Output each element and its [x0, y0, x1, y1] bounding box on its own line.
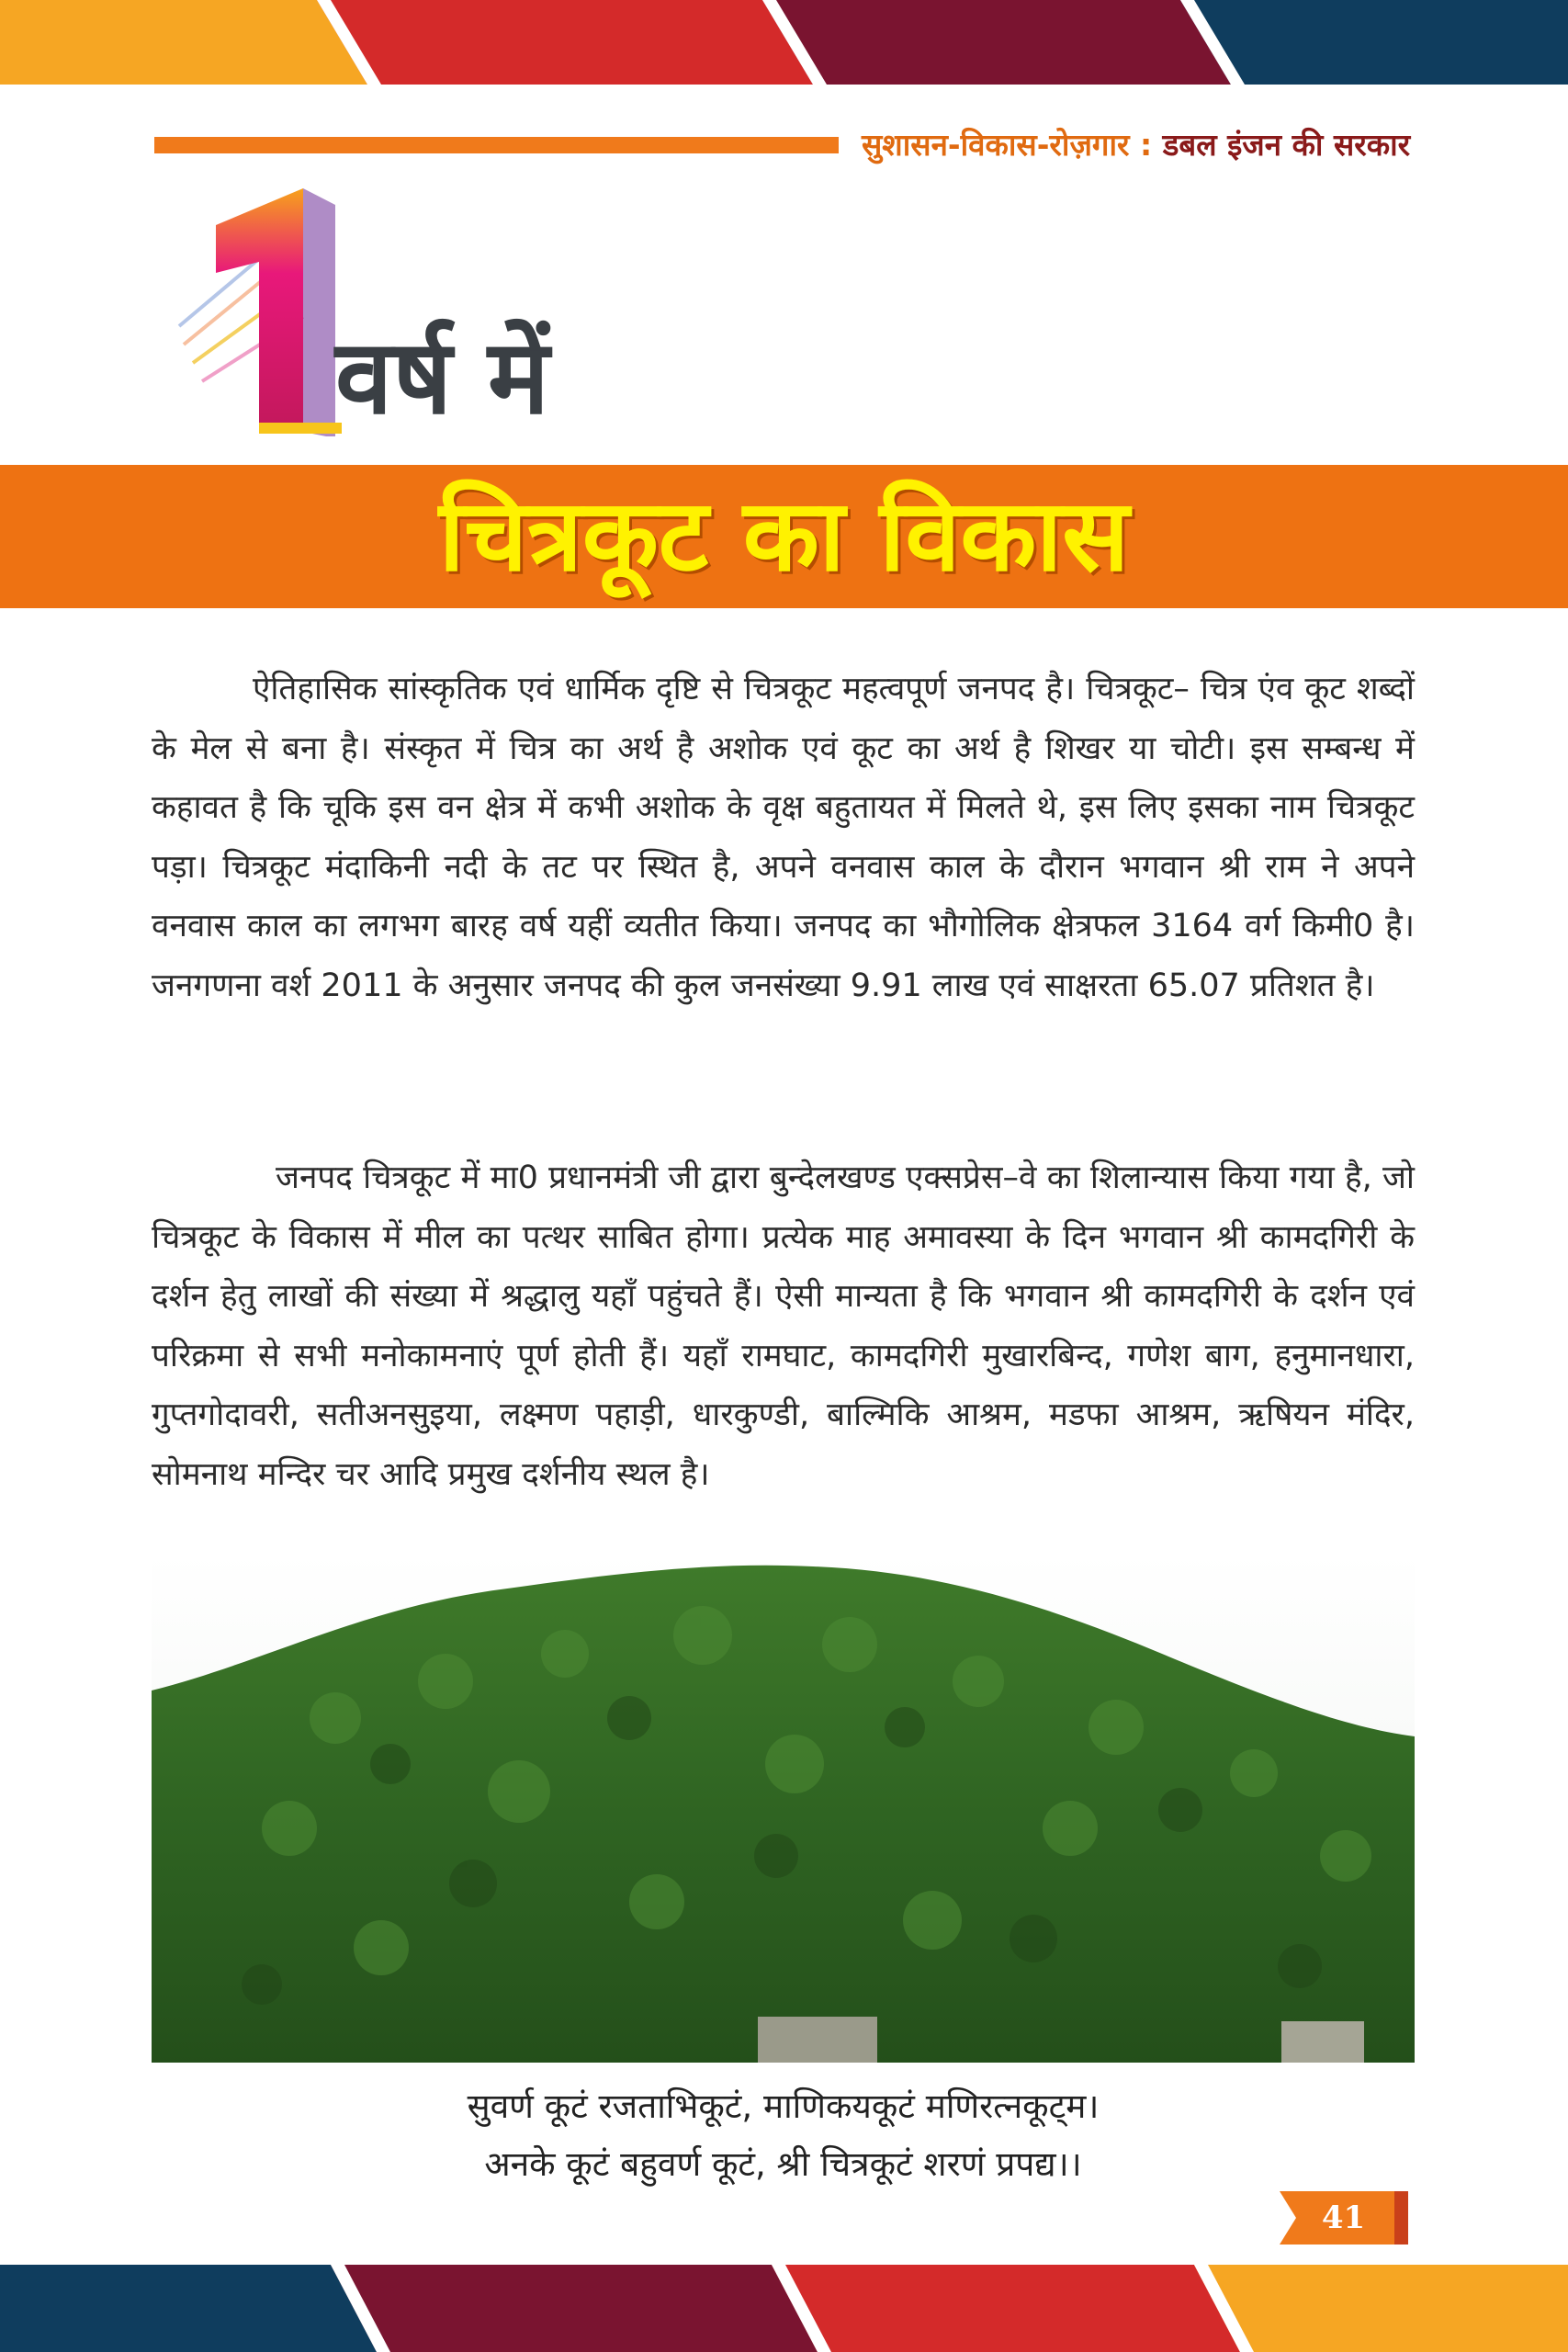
- page-number: 41: [1321, 2199, 1366, 2236]
- paragraph-1: ऐतिहासिक सांस्कृतिक एवं धार्मिक दृष्टि से चित्रकूट महत्वपूर्ण जनपद है। चित्रकूट– चित्र एंव कूट शब्दों के मेल से बना है। संस्कृत में चित्र का अर्थ है अशोक एवं कूट का अर्थ है शिखर या चोटी। इस सम्बन्ध में कहावत है कि चूकि इस वन क्षेत्र में कभी अशोक के वृक्ष बहुतायत में मिलते थे, इस लिए इसका नाम चित्रकूट पड़ा। चित्रकूट मंदाकिनी नदी के तट पर स्थित है, अपने वनवास काल के दौरान भगवान श्री राम ने अपने वनवास काल का लगभग बारह वर्ष यहीं व्यतीत किया। जनपद का भौगोलिक क्षेत्रफल 3164 वर्ग किमी0 है। जनगणना वर्श 2011 के अनुसार जनपद की कुल जनसंख्या 9.91 लाख एवं साक्षरता 65.07 प्रतिशत है।: [152, 671, 1415, 1004]
- top-decorative-band: [0, 0, 1568, 85]
- header-tagline-part2: डबल इंजन की सरकार: [1162, 127, 1411, 163]
- paragraph-2: जनपद चित्रकूट में मा0 प्रधानमंत्री जी द्वारा बुन्देलखण्ड एक्सप्रेस–वे का शिलान्यास किया गया है, जो चित्रकूट के विकास में मील का पत्थर साबित होगा। प्रत्येक माह अमावस्या के दिन भगवान श्री कामदगिरी के दर्शन हेतु लाखों की संख्या में श्रद्धालु यहाँ पहुंचते हैं। ऐसी मान्यता है कि भगवान श्री कामदगिरी के दर्शन एवं परिक्रमा से सभी मनोकामनाएं पूर्ण होती हैं। यहाँ रामघाट, कामदगिरी मुखारबिन्द, गणेश बाग, हनुमानधारा, गुप्तगोदावरी, सतीअनसुइया, लक्ष्मण पहाड़ी, धारकुण्डी, बाल्मिकि आश्रम, मडफा आश्रम, ऋषियन मंदिर, सोमनाथ मन्दिर चर आदि प्रमुख दर्शनीय स्थल है।: [152, 1159, 1415, 1493]
- running-header: [862, 123, 1413, 164]
- page-title: चित्रकूट का विकास: [438, 479, 1130, 594]
- caption-line-2: अनके कूटं बहुवर्ण कूटं, श्री चित्रकूटं शरणं प्रपद्य।।: [484, 2144, 1082, 2184]
- kamadgiri-hill-photo: [152, 1553, 1415, 2063]
- bottom-decorative-band: [0, 2265, 1568, 2352]
- year-label: वर्ष में: [335, 318, 549, 437]
- caption-line-1: सुवर्ण कूटं रजताभिकूटं, माणिकयकूटं मणिरत्नकूट्म।: [467, 2086, 1100, 2126]
- header-tagline-part1: सुशासन-विकास-रोज़गार :: [862, 127, 1163, 163]
- header-rule: [154, 137, 839, 153]
